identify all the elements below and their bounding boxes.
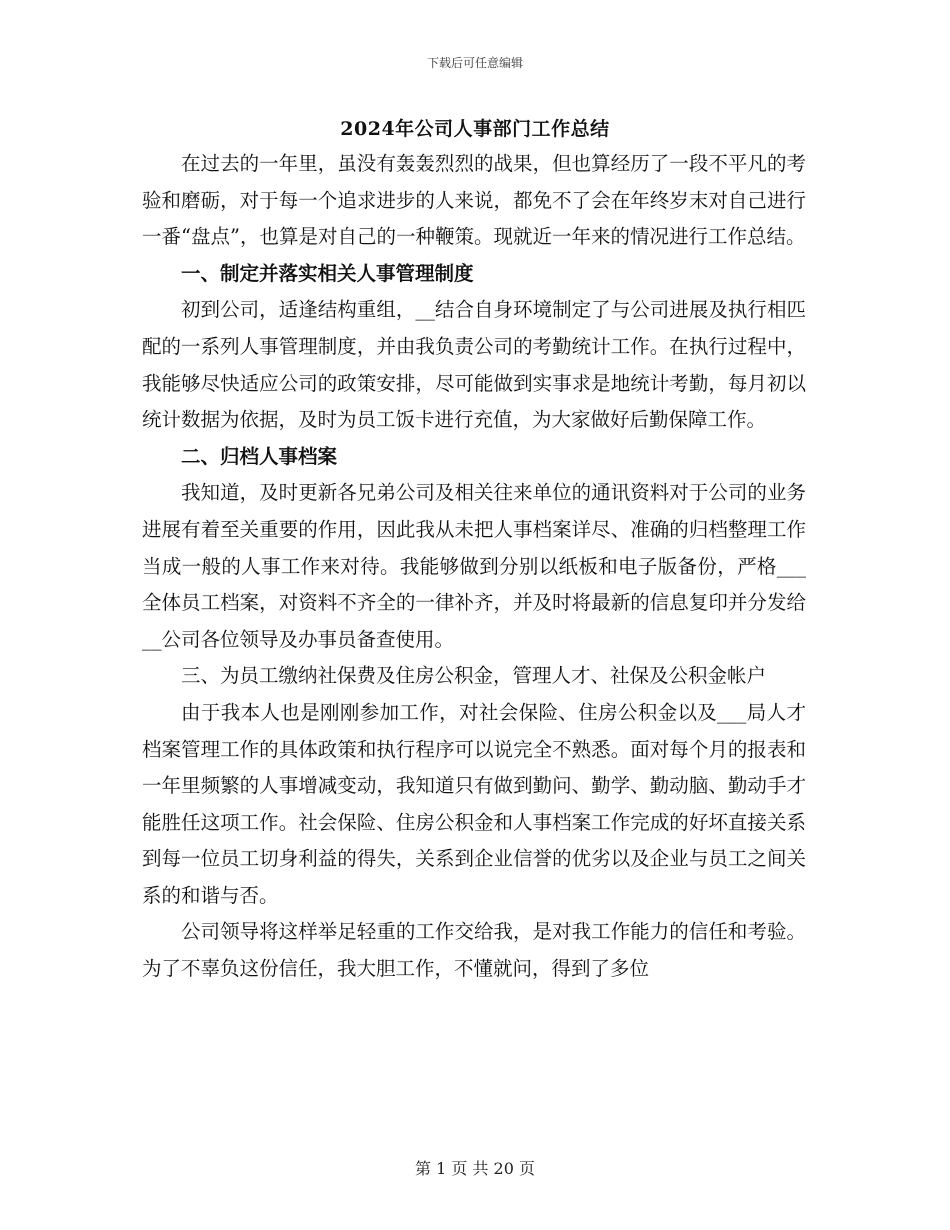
section-heading-1: 一、制定并落实相关人事管理制度	[181, 261, 474, 285]
paragraph-section-1: 初到公司，适逢结构重组，__结合自身环境制定了与公司进展及执行相匹配的一系列人事管理制度，并由我负责公司的考勤统计工作。在执行过程中，我能够尽快适应公司的政策安排，尽可能做到实事求是地统计考勤，每月初以统计数据为依据，及时为员工饭卡进行充值，为大家做好后勤保障工作。	[142, 298, 806, 432]
paragraph-section-2: 我知道，及时更新各兄弟公司及相关往来单位的通讯资料对于公司的业务进展有着至关重要的作用，因此我从未把人事档案详尽、准确的归档整理工作当成一般的人事工作来对待。我能够做到分别以纸板和电子版备份，严格___全体员工档案，对资料不齐全的一律补齐，并及时将最新的信息复印并分发给__公司各位领导及办事员备查使用。	[142, 481, 806, 651]
section-heading-3: 三、为员工缴纳社保费及住房公积金，管理人才、社保及公积金帐户	[181, 664, 767, 688]
document-body	[142, 146, 806, 988]
page-number: 第 1 页 共 20 页	[415, 1159, 535, 1178]
document-title: 2024年公司人事部门工作总结	[340, 118, 610, 140]
page-header-note: 下载后可任意编辑	[426, 56, 523, 70]
section-heading-2: 二、归档人事档案	[181, 444, 338, 468]
paragraph-section-3-continued: 公司领导将这样举足轻重的工作交给我，是对我工作能力的信任和考验。为了不辜负这份信任，我大胆工作，不懂就问，得到了多位	[142, 920, 806, 981]
paragraph-intro: 在过去的一年里，虽没有轰轰烈烈的战果，但也算经历了一段不平凡的考验和磨砺，对于每一个追求进步的人来说，都免不了会在年终岁末对自己进行一番“盘点”，也算是对自己的一种鞭策。现就近一年来的情况进行工作总结。	[142, 152, 806, 249]
paragraph-section-3: 由于我本人也是刚刚参加工作，对社会保险、住房公积金以及___局人才档案管理工作的具体政策和执行程序可以说完全不熟悉。面对每个月的报表和一年里频繁的人事增减变动，我知道只有做到勤问、勤学、勤动脑、勤动手才能胜任这项工作。社会保险、住房公积金和人事档案工作完成的好坏直接关系到每一位员工切身利益的得失，关系到企业信誉的优劣以及企业与员工之间关系的和谐与否。	[142, 700, 806, 907]
